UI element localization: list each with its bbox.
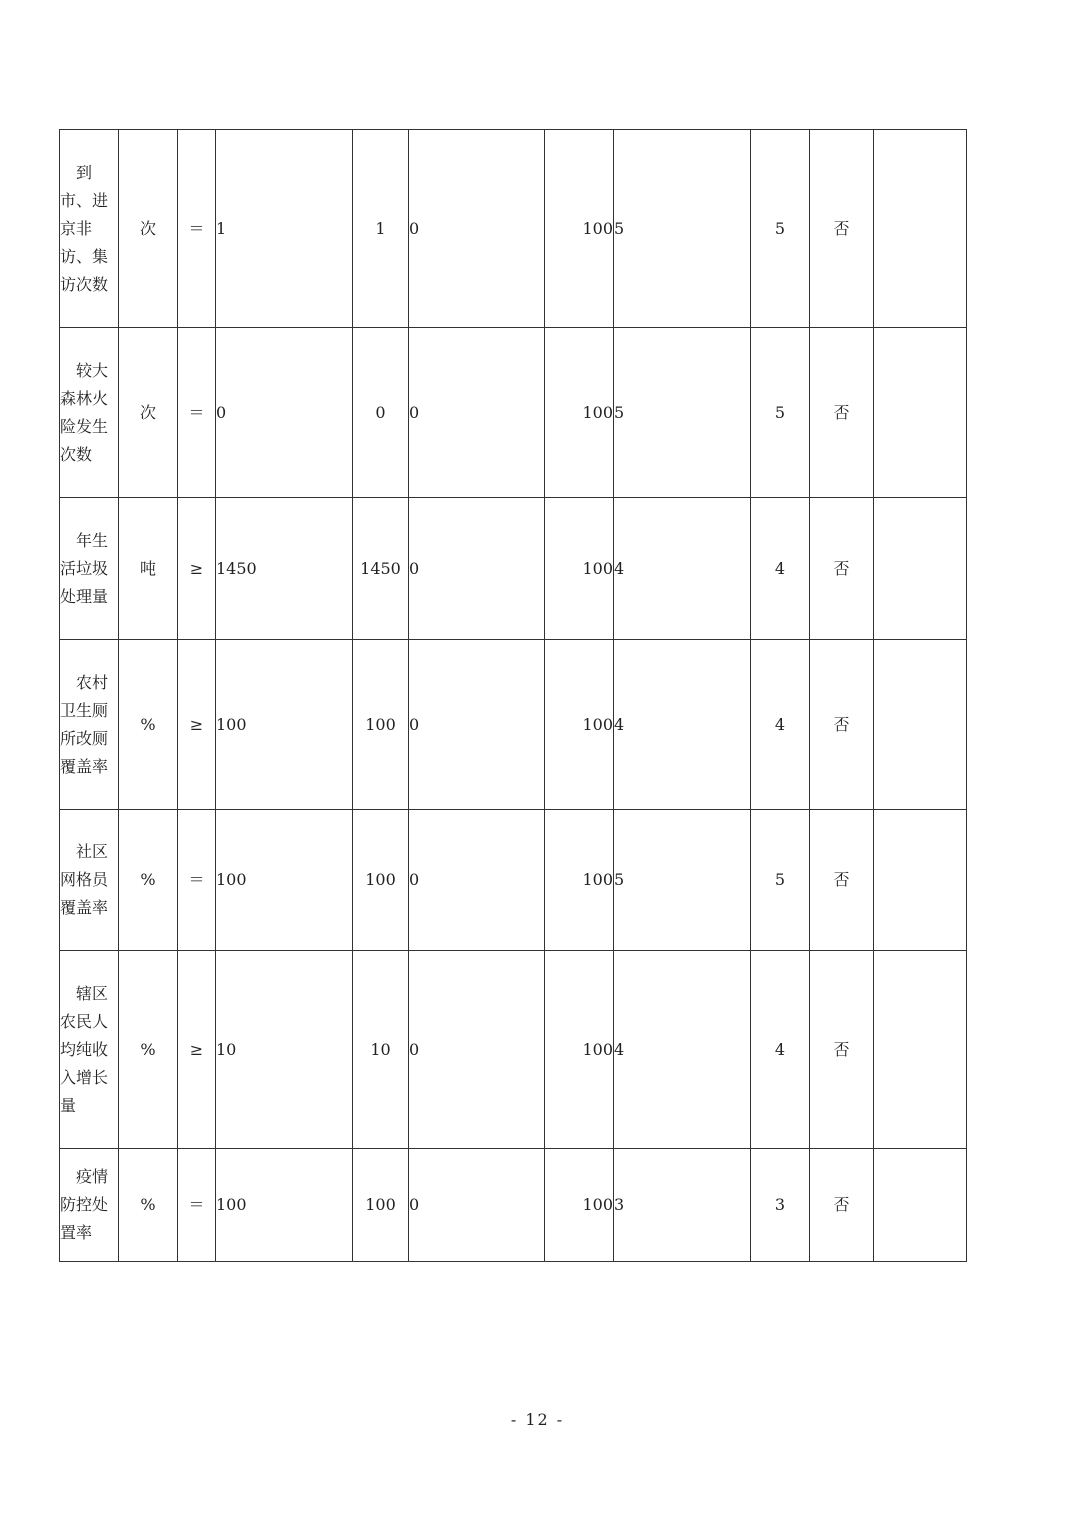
value-cell: 100 [545, 951, 614, 1149]
value-cell: 5 [614, 130, 751, 328]
value-cell: 4 [614, 951, 751, 1149]
indicator-name-cell: 农村卫生厕所改厕覆盖率 [60, 640, 119, 810]
operator-cell: ＝ [178, 1149, 216, 1262]
operator-cell: ＝ [178, 328, 216, 498]
table-row [60, 810, 967, 951]
indicator-name-cell: 辖区农民人均纯收入增长量 [60, 951, 119, 1149]
flag-cell: 否 [810, 1149, 874, 1262]
remark-cell [874, 1149, 967, 1262]
unit-cell: % [119, 951, 178, 1149]
remark-cell [874, 130, 967, 328]
value-cell: 4 [614, 498, 751, 640]
actual-value-cell: 10 [353, 951, 409, 1149]
value-cell: 0 [409, 640, 545, 810]
score-cell: 5 [751, 810, 810, 951]
indicator-name-cell: 到市、进京非访、集访次数 [60, 130, 119, 328]
value-cell: 100 [545, 328, 614, 498]
table-row [60, 130, 967, 328]
remark-cell [874, 640, 967, 810]
unit-cell: % [119, 1149, 178, 1262]
value-cell: 3 [614, 1149, 751, 1262]
score-cell: 3 [751, 1149, 810, 1262]
remark-cell [874, 498, 967, 640]
value-cell: 0 [409, 130, 545, 328]
indicator-name-cell: 疫情防控处置率 [60, 1149, 119, 1262]
value-cell: 0 [409, 810, 545, 951]
operator-cell: ≥ [178, 951, 216, 1149]
actual-value-cell: 100 [353, 640, 409, 810]
actual-value-cell: 100 [353, 810, 409, 951]
actual-value-cell: 1 [353, 130, 409, 328]
value-cell: 100 [545, 1149, 614, 1262]
value-cell: 100 [545, 810, 614, 951]
actual-value-cell: 1450 [353, 498, 409, 640]
value-cell: 100 [545, 498, 614, 640]
table-row [60, 328, 967, 498]
value-cell: 100 [545, 640, 614, 810]
value-cell: 0 [409, 328, 545, 498]
score-cell: 4 [751, 951, 810, 1149]
score-cell: 5 [751, 130, 810, 328]
value-cell: 0 [409, 498, 545, 640]
target-value-cell: 10 [216, 951, 353, 1149]
indicator-name-cell: 社区网格员覆盖率 [60, 810, 119, 951]
flag-cell: 否 [810, 130, 874, 328]
unit-cell: 吨 [119, 498, 178, 640]
target-value-cell: 100 [216, 640, 353, 810]
page-number: - 12 - [510, 1410, 565, 1429]
score-cell: 5 [751, 328, 810, 498]
unit-cell: % [119, 810, 178, 951]
target-value-cell: 1 [216, 130, 353, 328]
table-row [60, 1149, 967, 1262]
unit-cell: 次 [119, 328, 178, 498]
flag-cell: 否 [810, 810, 874, 951]
indicator-name-cell: 较大森林火险发生次数 [60, 328, 119, 498]
value-cell: 5 [614, 810, 751, 951]
score-cell: 4 [751, 640, 810, 810]
operator-cell: ≥ [178, 498, 216, 640]
value-cell: 0 [409, 951, 545, 1149]
flag-cell: 否 [810, 498, 874, 640]
actual-value-cell: 100 [353, 1149, 409, 1262]
target-value-cell: 0 [216, 328, 353, 498]
table-row [60, 951, 967, 1149]
table-row [60, 640, 967, 810]
score-cell: 4 [751, 498, 810, 640]
table-row [60, 498, 967, 640]
target-value-cell: 100 [216, 810, 353, 951]
actual-value-cell: 0 [353, 328, 409, 498]
operator-cell: ＝ [178, 810, 216, 951]
remark-cell [874, 951, 967, 1149]
table-body [60, 130, 967, 1262]
value-cell: 100 [545, 130, 614, 328]
flag-cell: 否 [810, 640, 874, 810]
indicator-name-cell: 年生活垃圾处理量 [60, 498, 119, 640]
unit-cell: % [119, 640, 178, 810]
operator-cell: ≥ [178, 640, 216, 810]
target-value-cell: 100 [216, 1149, 353, 1262]
performance-indicator-table [59, 129, 967, 1262]
flag-cell: 否 [810, 328, 874, 498]
flag-cell: 否 [810, 951, 874, 1149]
remark-cell [874, 328, 967, 498]
value-cell: 5 [614, 328, 751, 498]
remark-cell [874, 810, 967, 951]
target-value-cell: 1450 [216, 498, 353, 640]
operator-cell: ＝ [178, 130, 216, 328]
value-cell: 4 [614, 640, 751, 810]
value-cell: 0 [409, 1149, 545, 1262]
unit-cell: 次 [119, 130, 178, 328]
